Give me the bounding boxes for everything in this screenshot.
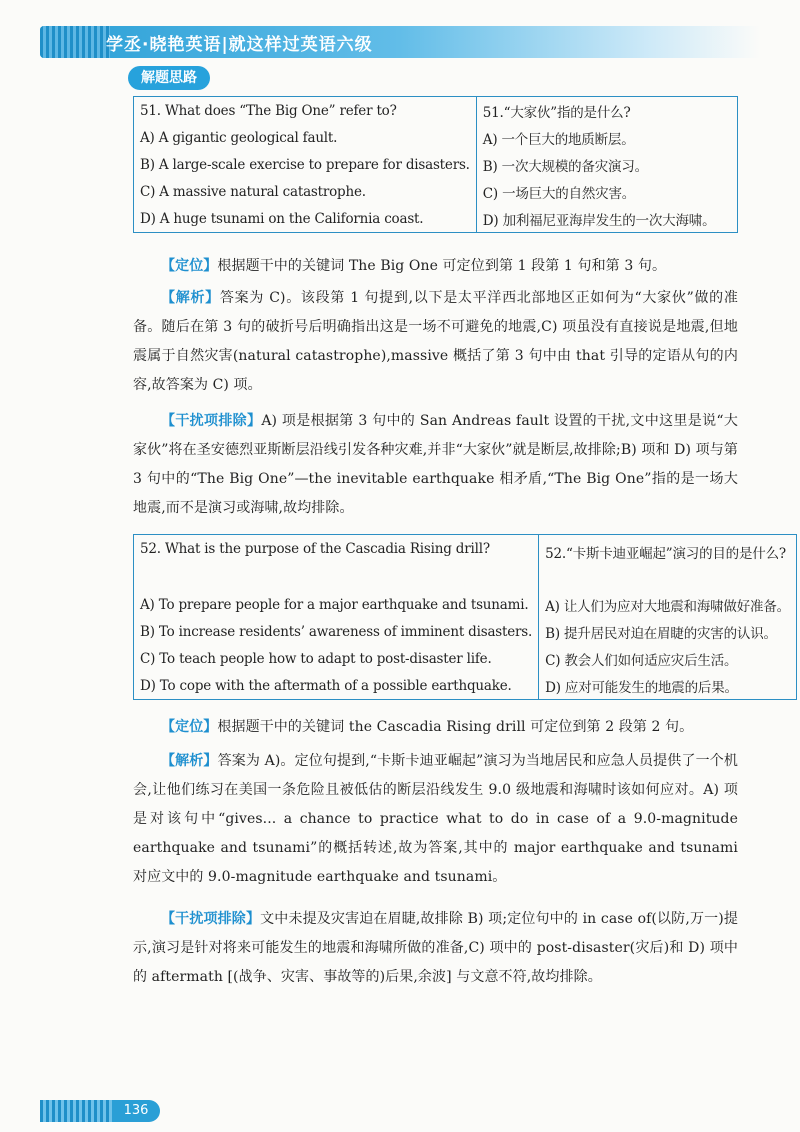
q52-locate-paragraph <box>133 713 738 742</box>
analysis-text: 答案为 C)。该段第 1 句提到,以下是太平洋西北部地区正如何为“大家伙”做的准备。随后在第 3 句的破折号后明确指出这是一场不可避免的地震,C) 项虽没有直接说是地震,但地震属于自然灾害(natural catastrophe),massive 概括了第 3 句中由 that 引导的定语从句的内容,故答案为 C) 项。 <box>133 290 738 393</box>
question-52-stem-zh: 52.“卡斯卡迪亚崛起”演习的目的是什么? <box>539 535 797 592</box>
question-51-stem-en: 51. What does “The Big One” refer to? <box>140 102 397 119</box>
table-row <box>134 151 738 178</box>
analysis-tag: 【解析】 <box>161 290 220 306</box>
locate-tag: 【定位】 <box>161 719 218 735</box>
option-b-zh: B) 一次大规模的备灾演习。 <box>476 151 737 178</box>
section-badge: 解题思路 <box>128 66 210 90</box>
table-row <box>134 178 738 205</box>
table-row <box>134 591 797 618</box>
analysis-tag: 【解析】 <box>161 753 218 769</box>
option-c-zh: C) 一场巨大的自然灾害。 <box>476 178 737 205</box>
locate-text: 根据题干中的关键词 the Cascadia Rising drill 可定位到第 2 段第 2 句。 <box>217 719 694 735</box>
option-d-en: D) To cope with the aftermath of a possible earthquake. <box>140 677 512 694</box>
option-a-en: A) A gigantic geological fault. <box>140 129 338 146</box>
footer-stripes <box>40 1100 114 1122</box>
distractor-tag: 【干扰项排除】 <box>161 413 262 429</box>
option-a-zh: A) 一个巨大的地质断层。 <box>476 124 737 151</box>
question-51-table <box>133 96 738 233</box>
option-d-zh: D) 加利福尼亚海岸发生的一次大海啸。 <box>476 205 737 233</box>
option-c-en: C) To teach people how to adapt to post-disaster life. <box>140 650 492 667</box>
analysis-text: 答案为 A)。定位句提到,“卡斯卡迪亚崛起”演习为当地居民和应急人员提供了一个机会,让他们练习在美国一条危险且被低估的断层沿线发生 9.0 级地震和海啸时该如何应对。A) 项是对该句中“gives... a chance to practice what to do in case of a 9.0-magnitude earthquake and tsunami”的概括转述,故为答案,其中的 major earthquake and tsunami 对应文中的 9.0-magnitude earthquake and tsunami。 <box>133 753 738 885</box>
table-row <box>134 672 797 700</box>
question-51-stem-zh: 51.“大家伙”指的是什么? <box>476 97 737 125</box>
option-a-en: A) To prepare people for a major earthquake and tsunami. <box>140 596 529 613</box>
table-row <box>134 618 797 645</box>
option-b-zh: B) 提升居民对迫在眉睫的灾害的认识。 <box>539 618 797 645</box>
table-row <box>134 535 797 592</box>
q52-distractor-paragraph <box>133 905 738 992</box>
book-title: 学丞·晓艳英语|就这样过英语六级 <box>106 35 373 55</box>
table-row <box>134 97 738 125</box>
option-b-en: B) A large-scale exercise to prepare for disasters. <box>140 156 470 173</box>
option-d-zh: D) 应对可能发生的地震的后果。 <box>539 672 797 700</box>
distractor-text: A) 项是根据第 3 句中的 San Andreas fault 设置的干扰,文中这里是说“大家伙”将在圣安德烈亚斯断层沿线引发各种灾难,并非“大家伙”就是断层,故排除;B) 项和 D) 项与第 3 句中的“The Big One”—the inevitable earthquake 相矛盾,“The Big One”指的是一场大地震,而不是演习或海啸,故均排除。 <box>133 413 739 516</box>
option-c-en: C) A massive natural catastrophe. <box>140 183 366 200</box>
table-row <box>134 205 738 233</box>
option-b-en: B) To increase residents’ awareness of imminent disasters. <box>140 623 533 640</box>
q51-locate-paragraph <box>133 252 738 281</box>
distractor-tag: 【干扰项排除】 <box>161 911 261 927</box>
header-stripes <box>40 26 110 58</box>
q51-distractor-paragraph <box>133 407 738 523</box>
q52-analysis-paragraph <box>133 747 738 892</box>
option-c-zh: C) 教会人们如何适应灾后生活。 <box>539 645 797 672</box>
distractor-text: 文中未提及灾害迫在眉睫,故排除 B) 项;定位句中的 in case of(以防,万一)提示,演习是针对将来可能发生的地震和海啸所做的准备,C) 项中的 post-disaster(灾后)和 D) 项中的 aftermath [(战争、灾害、事故等的)后果,余波] 与文意不符,故均排除。 <box>133 911 738 985</box>
table-row <box>134 645 797 672</box>
table-row <box>134 124 738 151</box>
q51-analysis-paragraph <box>133 284 738 400</box>
locate-tag: 【定位】 <box>161 258 218 274</box>
question-52-table <box>133 534 797 700</box>
question-52-stem-en: 52. What is the purpose of the Cascadia Rising drill? <box>140 541 490 557</box>
locate-text: 根据题干中的关键词 The Big One 可定位到第 1 段第 1 句和第 3 句。 <box>217 258 667 274</box>
option-d-en: D) A huge tsunami on the California coast. <box>140 210 424 227</box>
page-number: 136 <box>112 1100 160 1122</box>
option-a-zh: A) 让人们为应对大地震和海啸做好准备。 <box>539 591 797 618</box>
